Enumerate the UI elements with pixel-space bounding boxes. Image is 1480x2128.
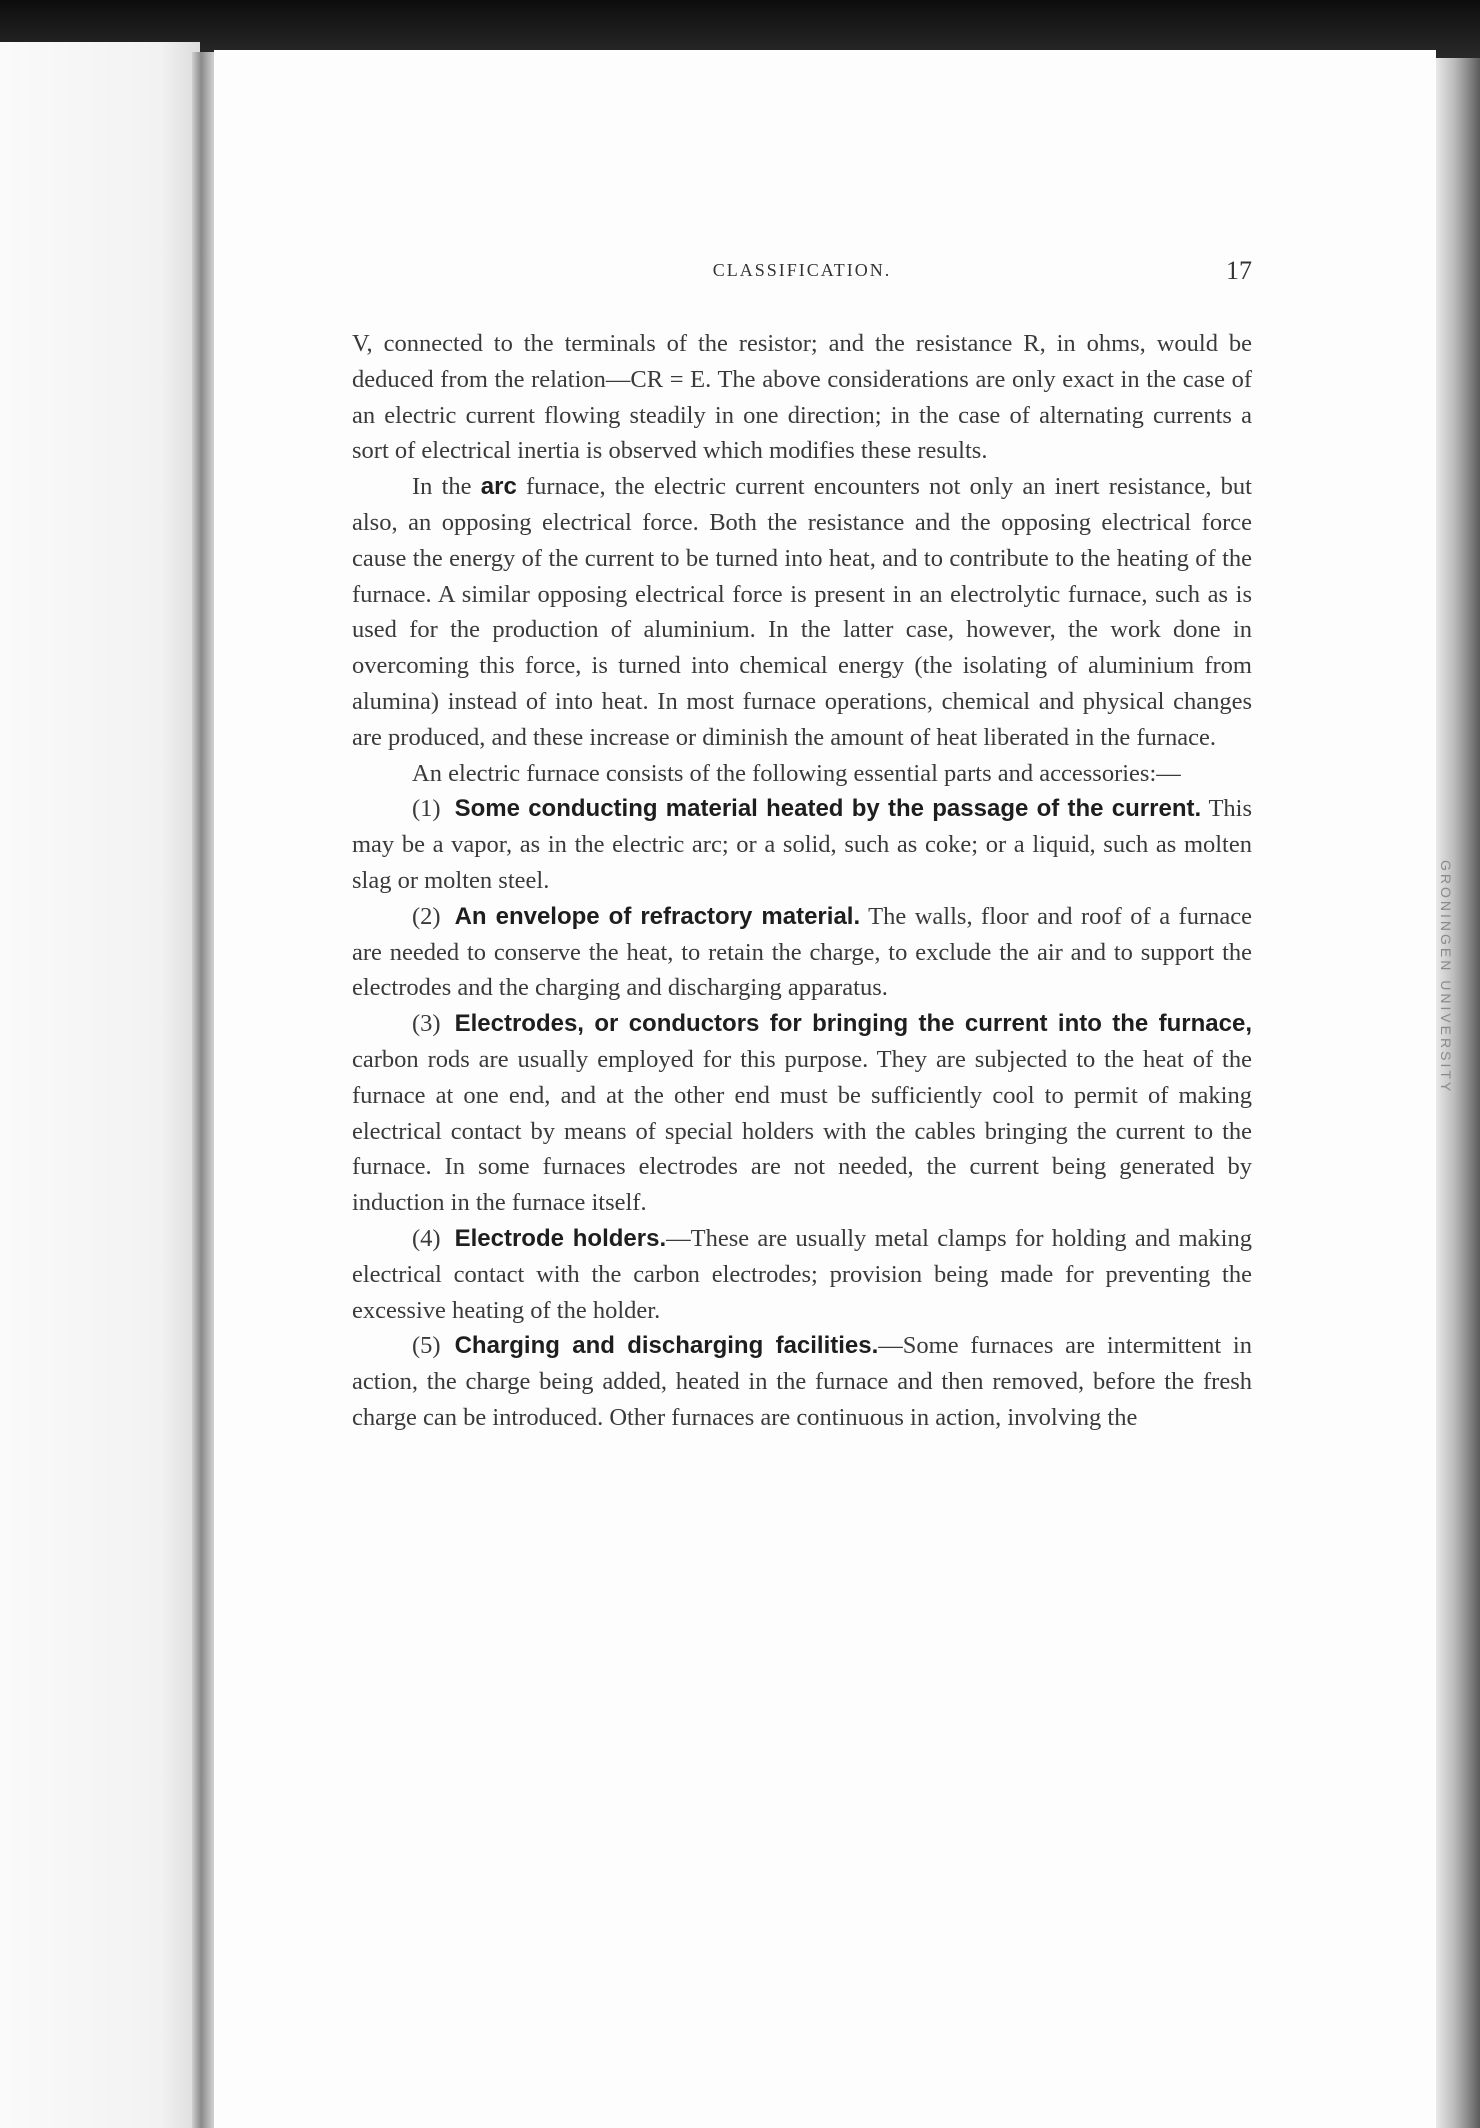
paragraph-text: V, connected to the terminals of the resistor; and the resistance R, in ohms, would be deduced from the relation—CR = E. The above considerations are only exact in the case of an electric current flowing steadily in one direction; in the case of alternating currents a sort of electrical inertia is observed which modifies these results. <box>352 330 1252 465</box>
item-number: (3) <box>412 1010 441 1038</box>
item-number: (1) <box>412 795 441 823</box>
item-text: —Some furnaces are intermittent in action, the charge being added, heated in the furnace and then removed, before the fresh charge can be introduced. Other furnaces are continuous in action, involving the <box>352 1332 1252 1431</box>
body-text <box>352 326 1252 1436</box>
item-number: (5) <box>412 1332 441 1360</box>
list-item-2 <box>352 899 1252 1006</box>
paragraph-text: An electric furnace consists of the following essential parts and accessories:— <box>412 759 1181 787</box>
item-text: —These are usually metal clamps for holding and making electrical contact with the carbon electrodes; provision being made for preventing the excessive heating of the holder. <box>352 1224 1252 1324</box>
list-item-4 <box>352 1221 1252 1328</box>
paragraph-2 <box>352 469 1252 755</box>
item-heading: Electrodes, or conductors for bringing the current into the furnace, <box>454 1010 1252 1038</box>
item-heading: Some conducting material heated by the passage of the current. <box>454 795 1202 823</box>
left-page-blank <box>0 42 200 2128</box>
item-text: This may be a vapor, as in the electric arc; or a solid, such as coke; or a liquid, such as molten slag or molten steel. <box>352 795 1252 894</box>
item-heading: An envelope of refractory material. <box>454 902 861 930</box>
item-text: The walls, floor and roof of a furnace are needed to conserve the heat, to retain the charge, to exclude the air and to support the electrodes and the charging and discharging apparatus. <box>352 902 1252 1002</box>
list-item-5 <box>352 1328 1252 1435</box>
paragraph-3 <box>352 756 1252 792</box>
list-item-1 <box>352 791 1252 898</box>
item-number: (2) <box>412 902 441 930</box>
page-number: 17 <box>1226 256 1252 285</box>
running-head <box>352 256 1252 286</box>
item-number: (4) <box>412 1224 441 1252</box>
paragraph-1 <box>352 326 1252 469</box>
paragraph-text-before: In the <box>412 473 481 501</box>
paragraph-bold-term: arc <box>480 473 517 501</box>
item-heading: Charging and discharging facilities. <box>454 1332 879 1360</box>
list-item-3 <box>352 1006 1252 1221</box>
running-head-title: CLASSIFICATION. <box>712 260 892 280</box>
item-heading: Electrode holders. <box>454 1224 667 1252</box>
edge-stamp-text: GRONINGEN UNIVERSITY <box>1438 860 1454 1095</box>
item-text: carbon rods are usually employed for this purpose. They are subjected to the heat of the furnace at one end, and at the other end must be sufficiently cool to permit of making electrical contact by means of special holders with the cables bringing the current to the furnace. In some furnaces electrodes are not needed, the current being generated by induction in the furnace itself. <box>352 1045 1252 1217</box>
paragraph-text-after: furnace, the electric current encounters not only an inert resistance, but also, an opposing electrical force. Both the resistance and the opposing electrical force cause the energy of the current to be turned into heat, and to contribute to the heating of the furnace. A similar opposing electrical force is present in an electrolytic furnace, such as is used for the production of aluminium. In the latter case, however, the work done in overcoming this force, is turned into chemical energy (the isolating of aluminium from alumina) instead of into heat. In most furnace operations, chemical and physical changes are produced, and these increase or diminish the amount of heat liberated in the furnace. <box>352 473 1252 751</box>
